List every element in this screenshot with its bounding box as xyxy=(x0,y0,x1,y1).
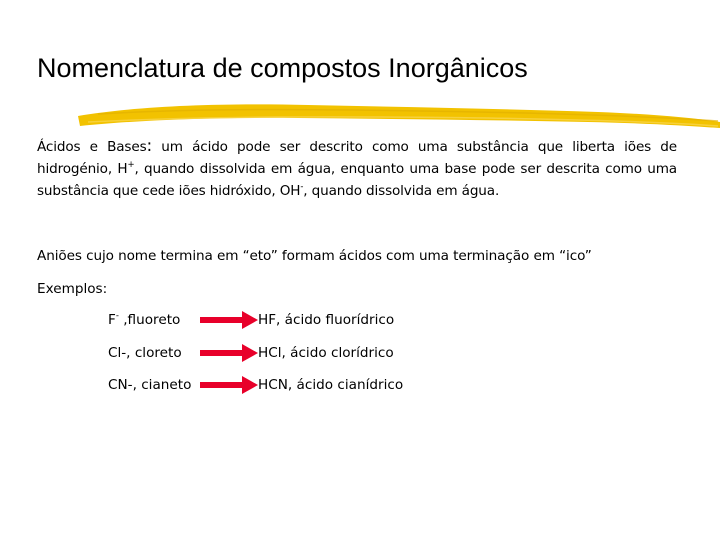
example-anion-name: ,fluoreto xyxy=(118,312,181,328)
example-anion xyxy=(108,308,180,332)
example-row xyxy=(108,308,528,332)
example-acid: HCl, ácido clorídrico xyxy=(258,345,394,361)
example-acid: HF, ácido fluorídrico xyxy=(258,312,395,328)
example-acid: HCN, ácido cianídrico xyxy=(258,377,404,393)
intro-paragraph xyxy=(37,135,677,202)
intro-colon: : xyxy=(146,136,153,156)
brush-stroke-underline-icon xyxy=(78,98,720,132)
intro-text-3: , quando dissolvida em água. xyxy=(303,183,500,199)
example-anion: Cl-, cloreto xyxy=(108,345,182,361)
examples-label: Exemplos: xyxy=(37,281,108,297)
example-anion-sup: - xyxy=(115,311,119,321)
naming-rule: Aniões cujo nome termina em “eto” formam ácidos com uma terminação em “ico” xyxy=(37,248,592,264)
intro-sup-minus: - xyxy=(300,182,304,192)
intro-text-2: , quando dissolvida em água, enquanto uma base pode ser descrita como uma substância que cede iões hidróxido, OH xyxy=(37,161,677,199)
right-arrow-icon xyxy=(200,376,258,394)
intro-sup-plus: + xyxy=(127,160,135,170)
example-row xyxy=(108,373,528,397)
example-anion-symbol: F xyxy=(108,312,116,328)
example-anion: CN-, cianeto xyxy=(108,377,192,393)
intro-lead: Ácidos e Bases xyxy=(37,139,147,155)
example-row xyxy=(108,341,528,365)
intro-text-1: um ácido pode ser descrito como uma substância que liberta iões de hidrogénio, H xyxy=(37,139,677,177)
right-arrow-icon xyxy=(200,344,258,362)
right-arrow-icon xyxy=(200,311,258,329)
slide-title: Nomenclatura de compostos Inorgânicos xyxy=(37,53,528,83)
